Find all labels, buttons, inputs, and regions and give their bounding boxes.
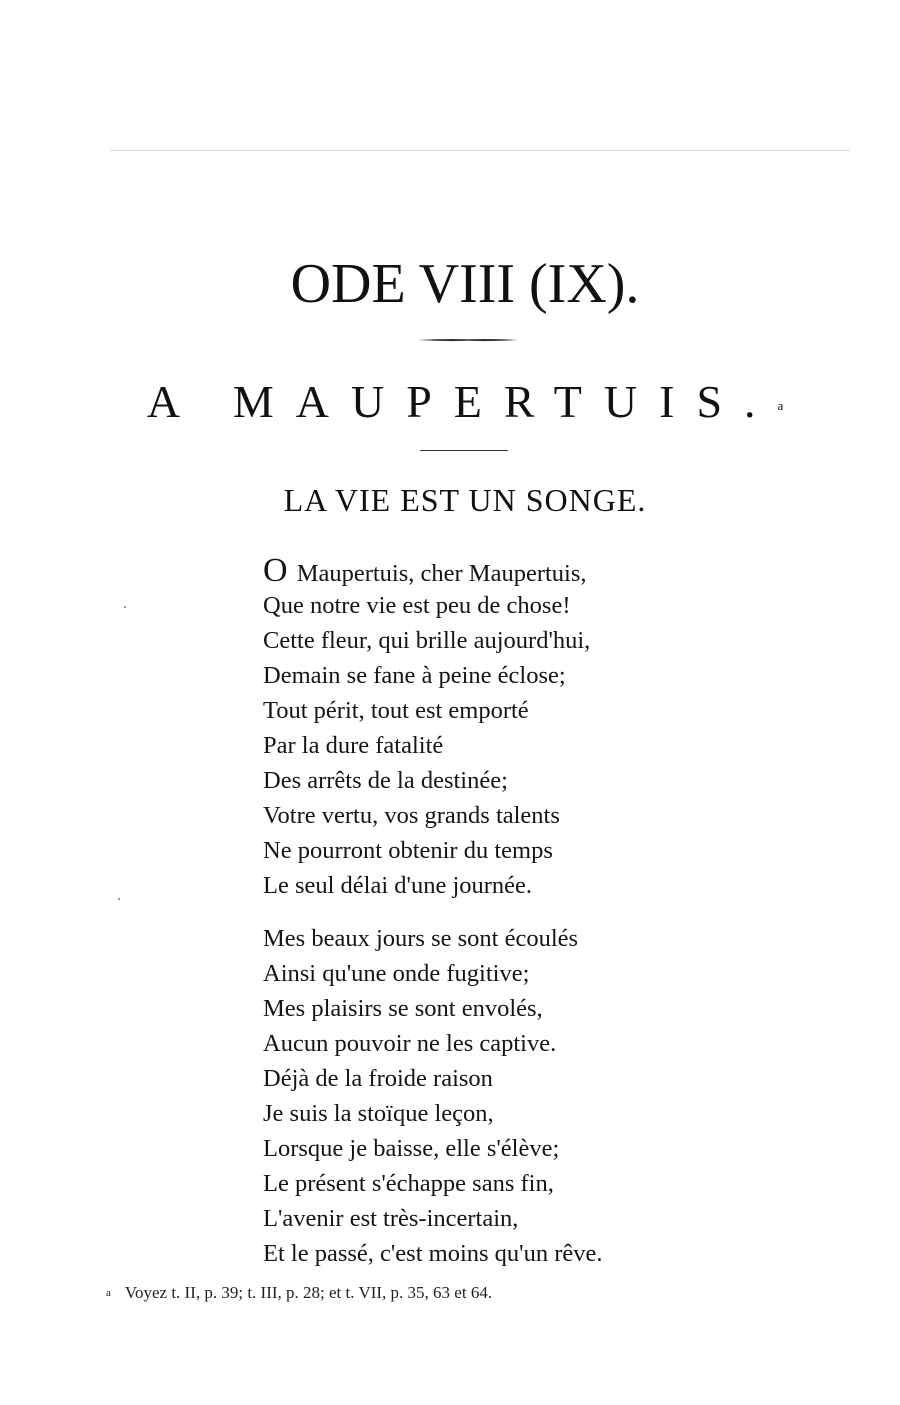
verse-line: Par la dure fatalité	[263, 732, 444, 759]
verse-line: Tout périt, tout est emporté	[263, 697, 529, 724]
verse-line: Des arrêts de la destinée;	[263, 767, 508, 794]
paper-speck	[118, 898, 120, 900]
footnote-text: Voyez t. II, p. 39; t. III, p. 28; et t. VII, p. 35, 63 et 64.	[124, 1283, 493, 1302]
drop-cap: O	[263, 552, 288, 589]
verse-line-text: Maupertuis, cher Maupertuis,	[290, 560, 587, 587]
ornament-divider	[418, 337, 518, 343]
verse-line: Et le passé, c'est moins qu'un rêve.	[263, 1240, 603, 1267]
section-rule	[420, 450, 508, 451]
verse-line: Déjà de la froide raison	[263, 1065, 493, 1092]
verse-line: Votre vertu, vos grands talents	[263, 802, 560, 829]
footnote-reference: a	[777, 398, 784, 413]
verse-line: Mes plaisirs se sont envolés,	[263, 995, 543, 1022]
footnote-mark: a	[106, 1287, 111, 1299]
footnote	[106, 1281, 866, 1305]
verse-line	[263, 553, 823, 588]
verse-line: Le seul délai d'une journée.	[263, 872, 533, 899]
stanza-2	[263, 921, 823, 1271]
verse-line: Demain se fane à peine éclose;	[263, 662, 566, 689]
verse-line: Le présent s'échappe sans fin,	[263, 1170, 554, 1197]
verse-line: Lorsque je baisse, elle s'élève;	[263, 1135, 560, 1162]
verse-line: Que notre vie est peu de chose!	[263, 592, 571, 619]
ode-title: ODE VIII (IX).	[290, 253, 640, 315]
stanza-1	[263, 553, 823, 903]
verse-line: Je suis la stoïque leçon,	[263, 1100, 494, 1127]
verse-line: Aucun pouvoir ne les captive.	[263, 1030, 557, 1057]
top-rule	[110, 150, 850, 151]
ode-dedication	[0, 374, 900, 430]
poem-heading: LA VIE EST UN SONGE.	[283, 482, 647, 518]
verse-line: Ainsi qu'une onde fugitive;	[263, 960, 530, 987]
dedication-text: A MAUPERTUIS.	[146, 376, 778, 427]
paper-speck	[124, 606, 126, 608]
verse-line: L'avenir est très-incertain,	[263, 1205, 519, 1232]
verse-line: Ne pourront obtenir du temps	[263, 837, 553, 864]
verse-line: Cette fleur, qui brille aujourd'hui,	[263, 627, 591, 654]
verse-line: Mes beaux jours se sont écoulés	[263, 925, 579, 952]
